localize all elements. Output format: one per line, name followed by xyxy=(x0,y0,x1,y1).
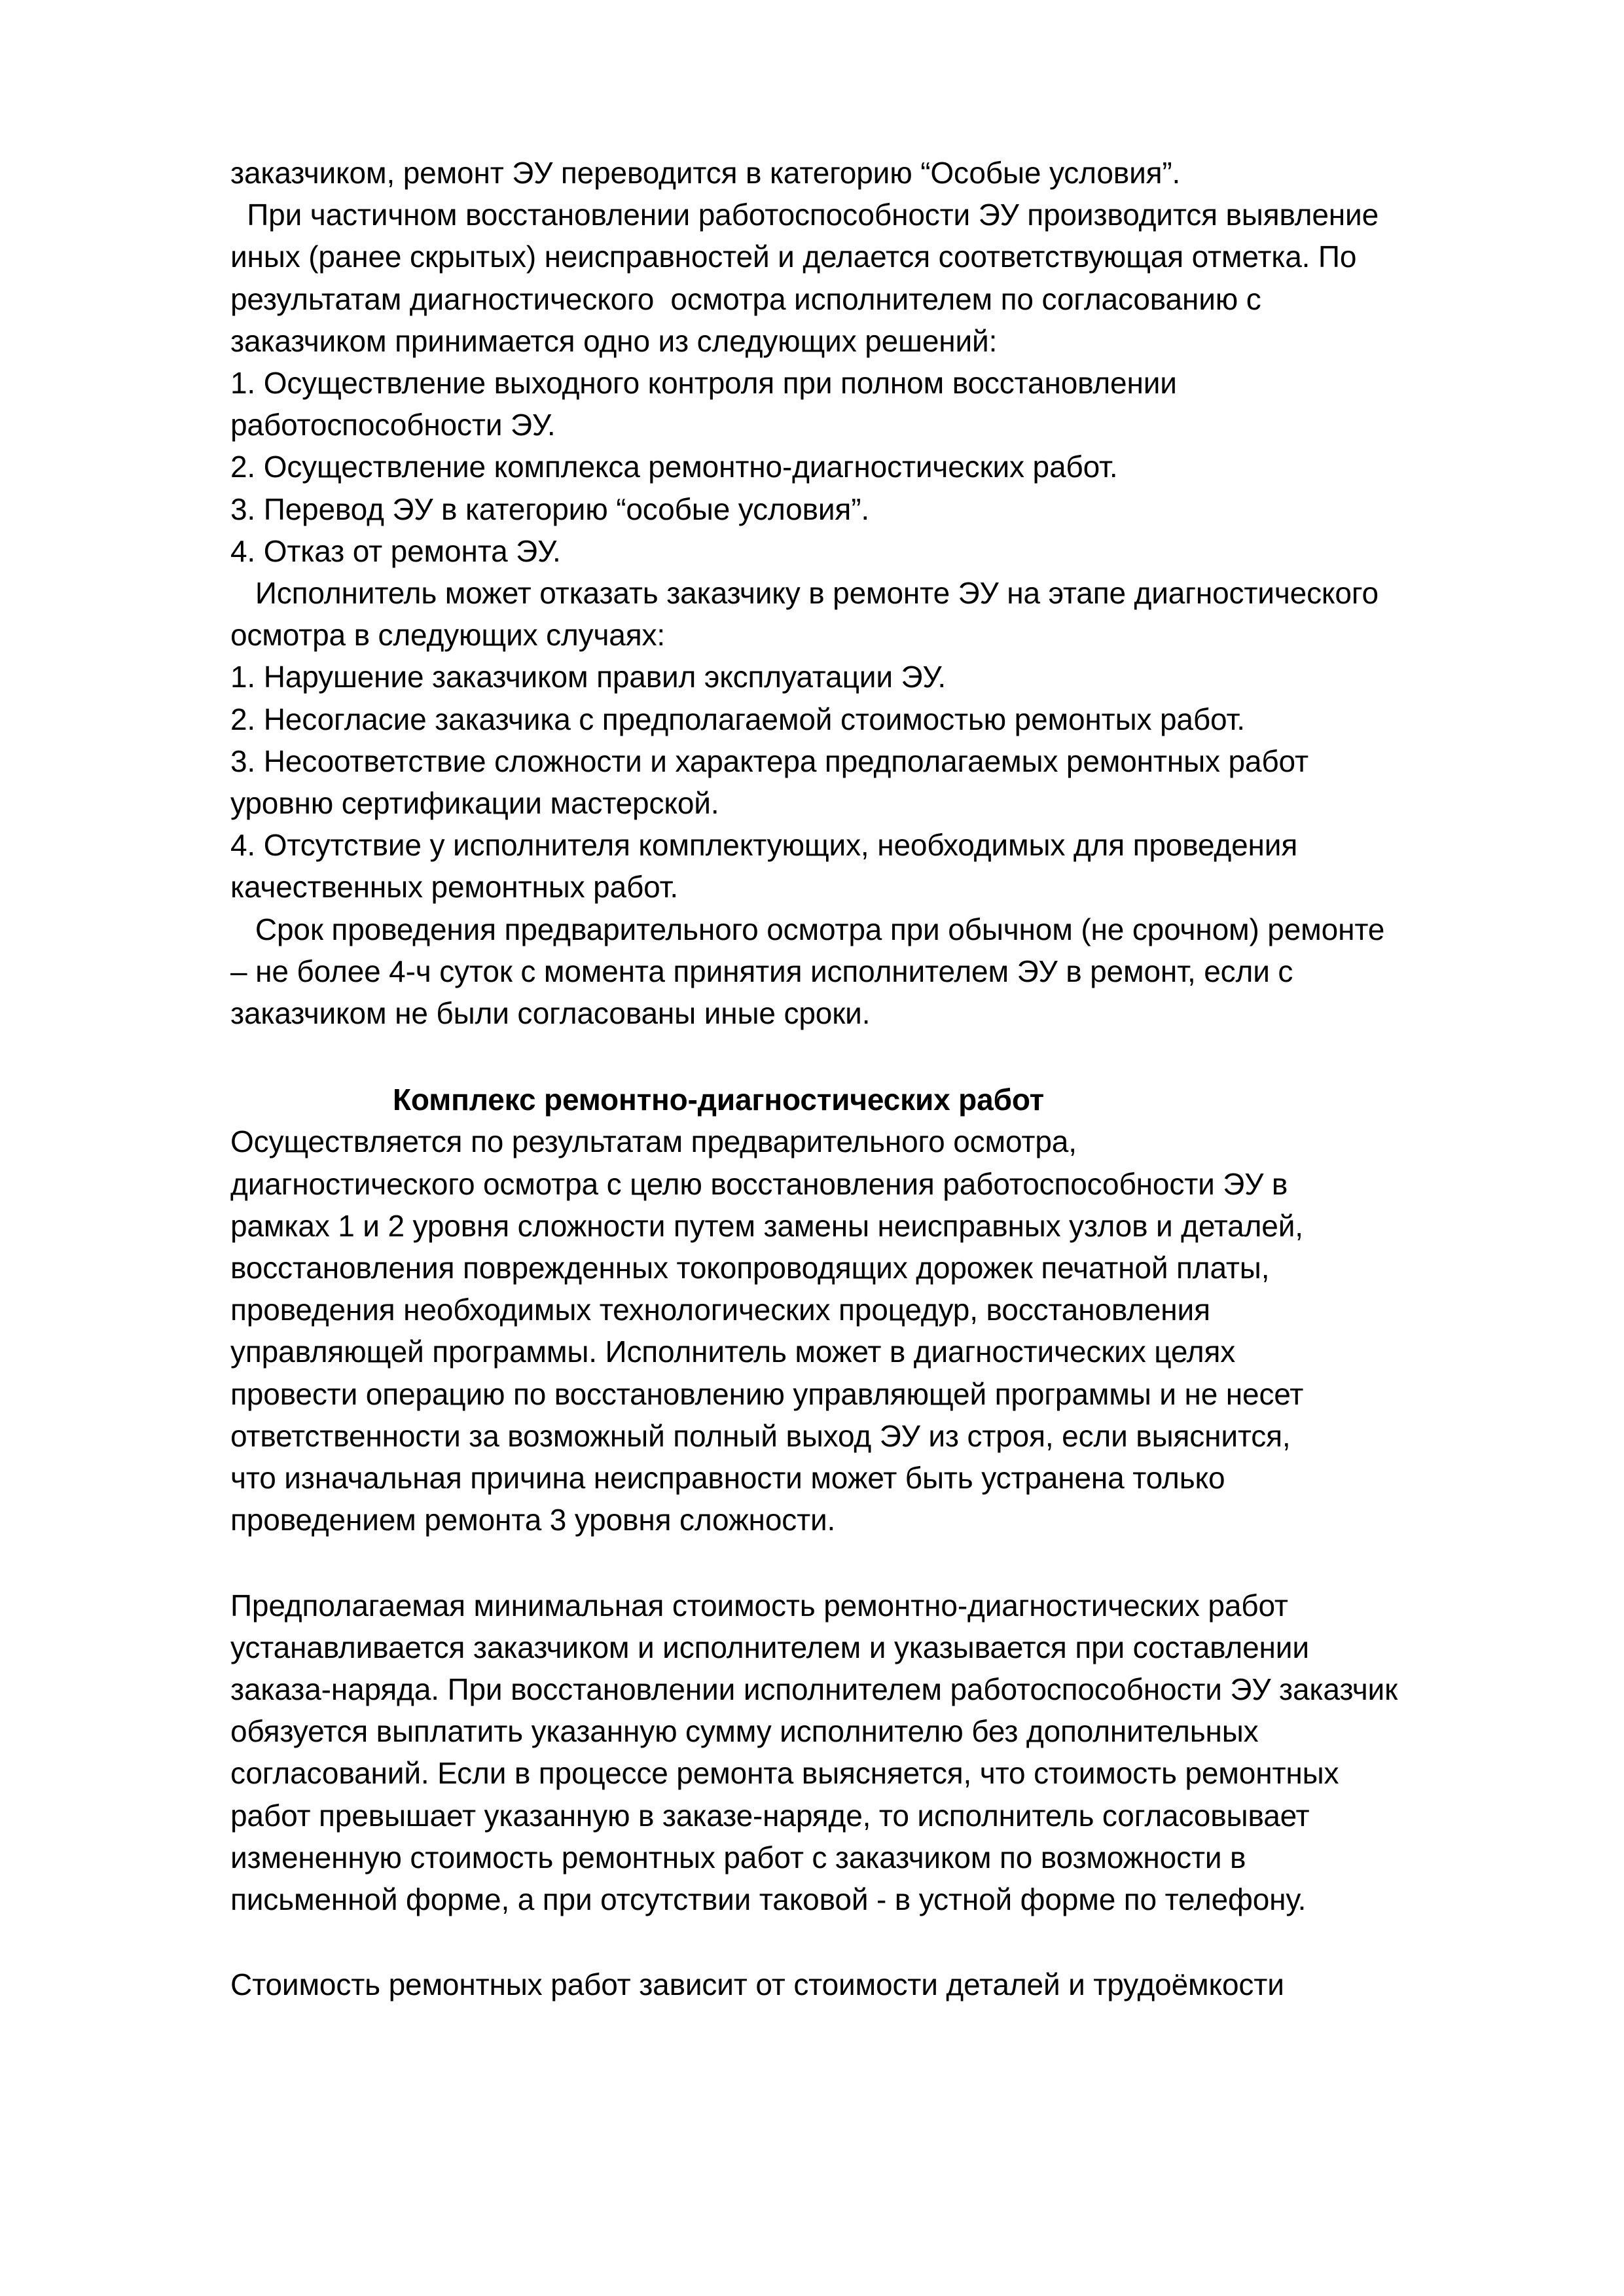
paragraph-gap xyxy=(230,1034,1464,1079)
list-item: 3. Перевод ЭУ в категорию “особые условия”. xyxy=(230,492,869,526)
text-line: диагностического осмотра с целю восстановления работоспособности ЭУ в xyxy=(230,1166,1288,1201)
text-line: согласований. Если в процессе ремонта выясняется, что стоимость ремонтных xyxy=(230,1756,1339,1791)
text-line: что изначальная причина неисправности может быть устранена только xyxy=(230,1461,1225,1496)
text-line: измененную стоимость ремонтных работ с заказчиком по возможности в xyxy=(230,1840,1246,1874)
text-line: проведения необходимых технологических процедур, восстановления xyxy=(230,1293,1210,1327)
paragraph-continuation xyxy=(230,152,1464,362)
list-item-continuation: работоспособности ЭУ. xyxy=(230,408,556,442)
text-line: Стоимость ремонтных работ зависит от стоимости деталей и трудоёмкости xyxy=(230,1967,1284,2002)
document-text-column xyxy=(230,152,1464,2005)
text-line: – не более 4-ч суток с момента принятия исполнителем ЭУ в ремонт, если с xyxy=(230,954,1293,988)
text-line: устанавливается заказчиком и исполнителем и указывается при составлении xyxy=(230,1630,1309,1664)
text-line: работ превышает указанную в заказе-наряде, то исполнитель согласовывает xyxy=(230,1798,1310,1833)
text-line: Предполагаемая минимальная стоимость ремонтно-диагностических работ xyxy=(230,1588,1288,1623)
section-heading: Комплекс ремонтно-диагностических работ xyxy=(393,1083,1045,1117)
list-item-continuation: уровню сертификации мастерской. xyxy=(230,786,719,821)
text-line: При частичном восстановлении работоспособности ЭУ производится выявление xyxy=(230,198,1379,232)
list-item: 2. Несогласие заказчика с предполагаемой стоимостью ремонтых работ. xyxy=(230,702,1245,736)
paragraph-terms xyxy=(230,908,1464,1035)
list-item: 1. Нарушение заказчиком правил эксплуатации ЭУ. xyxy=(230,660,946,694)
text-line: восстановления поврежденных токопроводящих дорожек печатной платы, xyxy=(230,1251,1270,1285)
text-line: заказчиком принимается одно из следующих решений: xyxy=(230,323,998,358)
paragraph-min-cost xyxy=(230,1585,1464,1921)
text-line: обязуется выплатить указанную сумму исполнителю без дополнительных xyxy=(230,1714,1259,1749)
text-line: результатам диагностического осмотра исполнителем по согласованию с xyxy=(230,281,1261,316)
list-refusal-cases xyxy=(230,656,1464,908)
text-line: заказчиком, ремонт ЭУ переводится в категорию “Особые условия”. xyxy=(230,156,1181,190)
text-line: письменной форме, а при отсутствии таковой - в устной форме по телефону. xyxy=(230,1882,1307,1916)
text-line: проведением ремонта 3 уровня сложности. xyxy=(230,1503,836,1537)
text-line: заказчиком не были согласованы иные сроки. xyxy=(230,996,871,1031)
paragraph-gap xyxy=(230,1920,1464,1964)
list-item: 2. Осуществление комплекса ремонтно-диагностических работ. xyxy=(230,450,1118,484)
text-line: управляющей программы. Исполнитель может в диагностических целях xyxy=(230,1335,1236,1369)
list-item: 4. Отказ от ремонта ЭУ. xyxy=(230,533,561,568)
list-item: 3. Несоответствие сложности и характера предполагаемых ремонтных работ xyxy=(230,744,1308,778)
text-line: иных (ранее скрытых) неисправностей и делается соответствующая отметка. По xyxy=(230,240,1357,274)
paragraph-refusal-intro xyxy=(230,572,1464,656)
list-decisions xyxy=(230,362,1464,572)
paragraph-cost-depends xyxy=(230,1964,1464,2005)
text-line: заказа-наряда. При восстановлении исполнителем работоспособности ЭУ заказчик xyxy=(230,1672,1398,1706)
list-item-continuation: качественных ремонтных работ. xyxy=(230,870,679,905)
list-item: 1. Осуществление выходного контроля при полном восстановлении xyxy=(230,366,1177,401)
text-line: Исполнитель может отказать заказчику в ремонте ЭУ на этапе диагностического xyxy=(230,576,1379,611)
text-line: провести операцию по восстановлению управляющей программы и не несет xyxy=(230,1376,1304,1411)
text-line: ответственности за возможный полный выход ЭУ из строя, если выяснится, xyxy=(230,1418,1291,1453)
text-line: Осуществляется по результатам предварительного осмотра, xyxy=(230,1124,1077,1159)
text-line: Срок проведения предварительного осмотра при обычном (не срочном) ремонте xyxy=(230,912,1385,946)
list-item: 4. Отсутствие у исполнителя комплектующих, необходимых для проведения xyxy=(230,828,1298,863)
text-line: осмотра в следующих случаях: xyxy=(230,618,665,653)
text-line: рамках 1 и 2 уровня сложности путем замены неисправных узлов и деталей, xyxy=(230,1208,1303,1243)
paragraph-complex-works xyxy=(230,1121,1464,1541)
paragraph-gap xyxy=(230,1541,1464,1585)
